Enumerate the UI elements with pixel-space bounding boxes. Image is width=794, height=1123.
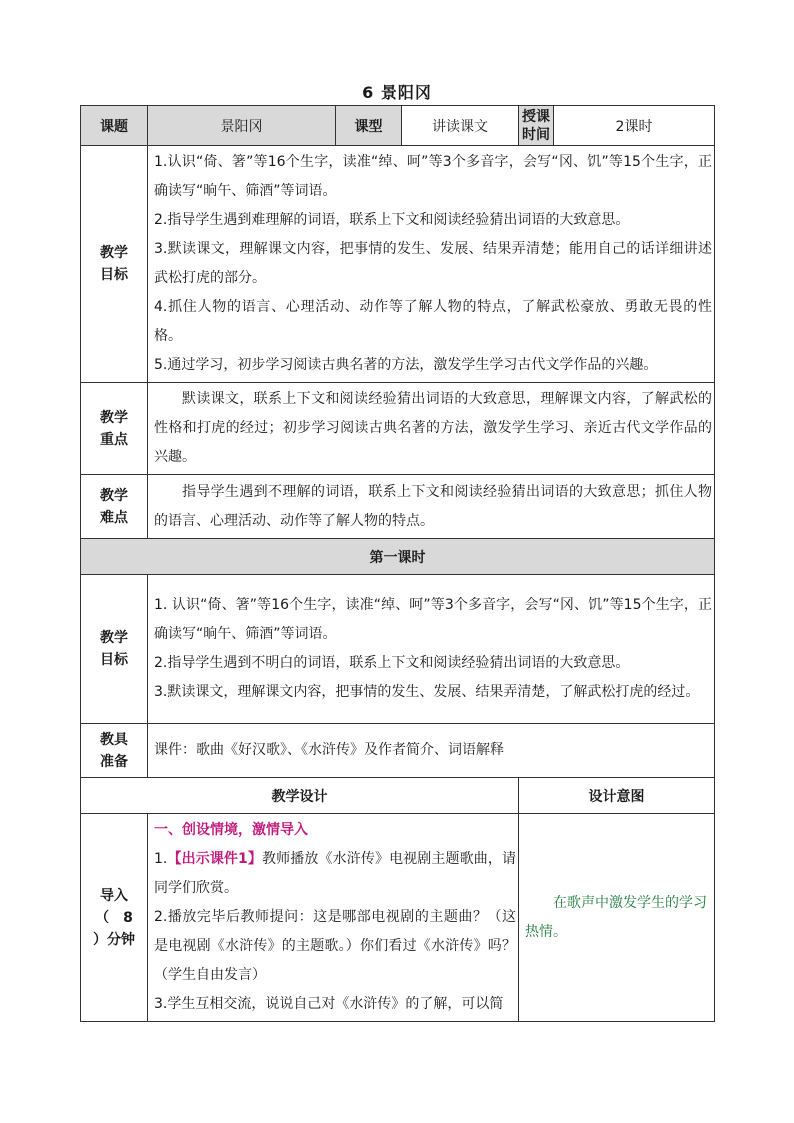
lesson-plan-table [80,105,715,1022]
difficulties-row [81,475,715,539]
key-points-row [81,383,715,475]
intro-step: 1.【出示课件1】教师播放《水浒传》电视剧主题歌曲，请同学们欣赏。 [154,851,516,896]
lesson1-objective-item: 1. 认识“倚、箸”等16个生字，读准“绰、呵”等3个多音字，会写“冈、饥”等15个生字，正确读写“晌午、筛酒”等词语。 [154,597,712,642]
lesson1-objective-item: 2.指导学生遇到不明白的词语，联系上下文和阅读经验猜出词语的大致意思。 [154,655,630,671]
objective-item: 2.指导学生遇到难理解的词语，联系上下文和阅读经验猜出词语的大致意思。 [154,212,630,228]
header-type-value: 讲读课文 [402,106,519,146]
lesson1-heading: 第一课时 [81,539,715,575]
key-points-label: 教学重点 [81,383,148,475]
objectives-row [81,146,715,383]
objectives-label: 教学目标 [81,146,148,383]
intro-content [148,814,519,1022]
header-type-label: 课型 [336,106,402,146]
objective-item: 1.认识“倚、箸”等16个生字，读准“绰、呵”等3个多音字，会写“冈、饥”等15个生字，正确读写“晌午、筛酒”等词语。 [154,154,712,199]
lesson1-objectives-label: 教学目标 [81,575,148,724]
intro-heading: 一、创设情境，激情导入 [154,822,308,838]
difficulties-content: 指导学生遇到不理解的词语，联系上下文和阅读经验猜出词语的大致意思；抓住人物的语言、心理活动、动作等了解人物的特点。 [148,475,715,539]
design-header-row [81,778,715,814]
intro-step: 2.播放完毕后教师提问：这是哪部电视剧的主题曲？（这是电视剧《水浒传》的主题歌。）你们看过《水浒传》吗？（学生自由发言） [154,909,516,983]
design-col-header: 教学设计 [81,778,519,814]
difficulties-label: 教学难点 [81,475,148,539]
lesson1-objective-item: 3.默读课文，理解课文内容，把事情的发生、发展、结果弄清楚，了解武松打虎的经过。 [154,684,700,700]
intro-row [81,814,715,1022]
lesson1-objectives-row [81,575,715,724]
key-points-content: 默读课文，联系上下文和阅读经验猜出词语的大致意思，理解课文内容，了解武松的性格和打虎的经过；初步学习阅读古典名著的方法，激发学生学习、亲近古代文学作品的兴趣。 [148,383,715,475]
objectives-content [148,146,715,383]
intro-label: 导入 （ 8 ）分钟 [81,814,148,1022]
header-row [81,106,715,146]
lesson1-objectives-content [148,575,715,724]
objective-item: 3.默读课文，理解课文内容，把事情的发生、发展、结果弄清楚；能用自己的话详细讲述武松打虎的部分。 [154,241,712,286]
header-time-value: 2课时 [554,106,715,146]
prep-row [81,724,715,778]
page-title: 6 景阳冈 [362,83,432,102]
intent-col-header: 设计意图 [519,778,715,814]
intro-intent: 在歌声中激发学生的学习热情。 [519,814,715,1022]
prep-label: 教具准备 [81,724,148,778]
objective-item: 5.通过学习，初步学习阅读古典名著的方法，激发学生学习古代文学作品的兴趣。 [154,357,658,373]
intro-step: 3.学生互相交流，说说自己对《水浒传》的了解，可以简 [154,996,504,1012]
prep-content: 课件：歌曲《好汉歌》、《水浒传》及作者简介、词语解释 [148,724,715,778]
lesson1-heading-row [81,539,715,575]
header-time-label: 授课时间 [519,106,554,146]
header-topic-label: 课题 [81,106,148,146]
header-topic-value: 景阳冈 [148,106,336,146]
objective-item: 4.抓住人物的语言、心理活动、动作等了解人物的特点，了解武松豪放、勇敢无畏的性格。 [154,299,712,344]
